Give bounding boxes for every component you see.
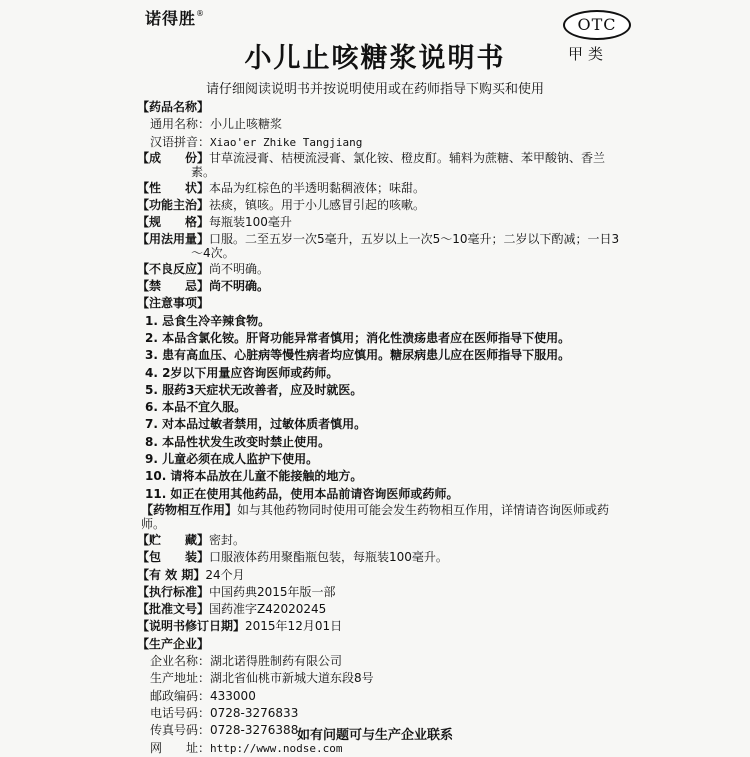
leaflet-body bbox=[137, 99, 627, 757]
indications-row bbox=[137, 197, 627, 214]
precaution-item: 8. 本品性状发生改变时禁止使用。 bbox=[145, 434, 331, 449]
approval-label: 【批准文号】 bbox=[137, 602, 210, 617]
properties-row bbox=[137, 180, 627, 197]
common-name-row bbox=[137, 116, 627, 133]
specification-row bbox=[137, 214, 627, 231]
interactions-value: 如与其他药物同时使用可能会发生药物相互作用，详情请咨询医师或药师。 bbox=[141, 502, 610, 532]
zip-row bbox=[137, 688, 627, 705]
address-value: 湖北省仙桃市新城大道东段8号 bbox=[210, 671, 374, 686]
validity-label: 【有 效 期】 bbox=[137, 567, 206, 582]
otc-class-label: 甲类 bbox=[568, 45, 609, 63]
page-title: 小儿止咳糖浆说明书 bbox=[244, 43, 506, 74]
zip-value: 433000 bbox=[210, 688, 256, 703]
standard-label: 【执行标准】 bbox=[137, 584, 210, 599]
adverse-value: 尚不明确。 bbox=[209, 261, 270, 276]
revision-value: 2015年12月01日 bbox=[245, 619, 343, 634]
common-name-label: 通用名称： bbox=[150, 117, 211, 132]
storage-label: 【贮 藏】 bbox=[137, 532, 210, 547]
properties-label: 【性 状】 bbox=[137, 180, 210, 195]
standard-value: 中国药典2015年版一部 bbox=[209, 584, 336, 599]
zip-label: 邮政编码： bbox=[150, 688, 211, 703]
fax-label: 传真号码： bbox=[150, 723, 211, 738]
phone-row bbox=[137, 705, 627, 722]
brand-logo: 诺得胜® bbox=[145, 9, 206, 28]
common-name-value: 小儿止咳糖浆 bbox=[210, 117, 283, 132]
phone-value: 0728-3276833 bbox=[210, 705, 299, 720]
page-subtitle: 请仔细阅读说明书并按说明使用或在药师指导下购买和使用 bbox=[205, 82, 544, 97]
precaution-item: 2. 本品含氯化铵。肝肾功能异常者慎用；消化性溃疡患者应在医师指导下使用。 bbox=[145, 330, 571, 345]
address-label: 生产地址： bbox=[150, 671, 211, 686]
precaution-item: 5. 服药3天症状无改善者，应及时就医。 bbox=[145, 382, 363, 397]
properties-value: 本品为红棕色的半透明黏稠液体；味甜。 bbox=[209, 180, 426, 195]
phone-label: 电话号码： bbox=[150, 705, 211, 720]
storage-value: 密封。 bbox=[209, 532, 246, 547]
adverse-label: 【不良反应】 bbox=[137, 261, 210, 276]
pinyin-value: Xiao'er Zhike Tangjiang bbox=[210, 135, 363, 149]
precaution-item: 11. 如正在使用其他药品，使用本品前请咨询医师或药师。 bbox=[145, 486, 459, 501]
website-label: 网 址： bbox=[150, 740, 211, 755]
approval-row bbox=[137, 601, 627, 618]
package-value: 口服液体药用聚酯瓶包装，每瓶装100毫升。 bbox=[209, 550, 448, 565]
ingredients-value: 甘草流浸膏、桔梗流浸膏、氯化铵、橙皮酊。辅料为蔗糖、苯甲酸钠、香兰素。 bbox=[191, 150, 606, 180]
dosage-value: 口服。二至五岁一次5毫升，五岁以上一次5～10毫升；二岁以下酌减；一日3～4次。 bbox=[191, 231, 620, 261]
contraindications-value: 尚不明确。 bbox=[209, 279, 270, 294]
validity-value: 24个月 bbox=[205, 567, 245, 582]
company-name-value: 湖北诺得胜制药有限公司 bbox=[210, 654, 343, 669]
package-label: 【包 装】 bbox=[137, 550, 210, 565]
company-name-row bbox=[137, 653, 627, 670]
precaution-item: 1. 忌食生冷辛辣食物。 bbox=[145, 313, 271, 328]
manufacturer-heading: 【生产企业】 bbox=[137, 636, 210, 651]
footer-note: 如有问题可与生产企业联系 bbox=[296, 728, 453, 743]
pinyin-row bbox=[137, 134, 627, 151]
precaution-item: 3. 患有高血压、心脏病等慢性病者均应慎用。糖尿病患儿应在医师指导下服用。 bbox=[145, 348, 571, 363]
indications-label: 【功能主治】 bbox=[137, 198, 210, 213]
precaution-item: 7. 对本品过敏者禁用，过敏体质者慎用。 bbox=[145, 417, 367, 432]
precaution-item: 10. 请将本品放在儿童不能接触的地方。 bbox=[145, 469, 363, 484]
storage-row bbox=[137, 532, 627, 549]
drug-name-heading: 【药品名称】 bbox=[137, 100, 210, 114]
registered-mark: ® bbox=[196, 9, 206, 18]
contraindications-label: 【禁 忌】 bbox=[137, 279, 210, 294]
company-name-label: 企业名称： bbox=[150, 654, 211, 669]
precaution-item: 4. 2岁以下用量应咨询医师或药师。 bbox=[145, 365, 339, 380]
revision-label: 【说明书修订日期】 bbox=[137, 619, 246, 634]
package-row bbox=[137, 549, 627, 566]
ingredients-row bbox=[137, 151, 627, 180]
interactions-label: 【药物相互作用】 bbox=[141, 502, 238, 517]
standard-row bbox=[137, 584, 627, 601]
approval-value: 国药准字Z42020245 bbox=[209, 602, 327, 617]
precautions-heading: 【注意事项】 bbox=[137, 296, 210, 311]
validity-row bbox=[137, 567, 627, 584]
dosage-label: 【用法用量】 bbox=[137, 231, 210, 246]
fax-value: 0728-3276388 bbox=[210, 723, 299, 738]
contraindications-row bbox=[137, 278, 627, 295]
adverse-row bbox=[137, 261, 627, 278]
dosage-row bbox=[137, 232, 627, 261]
otc-badge: OTC bbox=[563, 10, 631, 40]
ingredients-label: 【成 份】 bbox=[137, 150, 210, 165]
specification-label: 【规 格】 bbox=[137, 215, 210, 230]
revision-row bbox=[137, 618, 627, 635]
precaution-item: 9. 儿童必须在成人监护下使用。 bbox=[145, 452, 319, 467]
specification-value: 每瓶装100毫升 bbox=[209, 215, 292, 230]
pinyin-label: 汉语拼音： bbox=[150, 134, 211, 149]
precaution-item: 6. 本品不宜久服。 bbox=[145, 400, 247, 415]
address-row bbox=[137, 670, 627, 687]
indications-value: 祛痰，镇咳。用于小儿感冒引起的咳嗽。 bbox=[209, 198, 426, 213]
website-value: http://www.nodse.com bbox=[210, 741, 343, 755]
interactions-row bbox=[137, 503, 627, 532]
